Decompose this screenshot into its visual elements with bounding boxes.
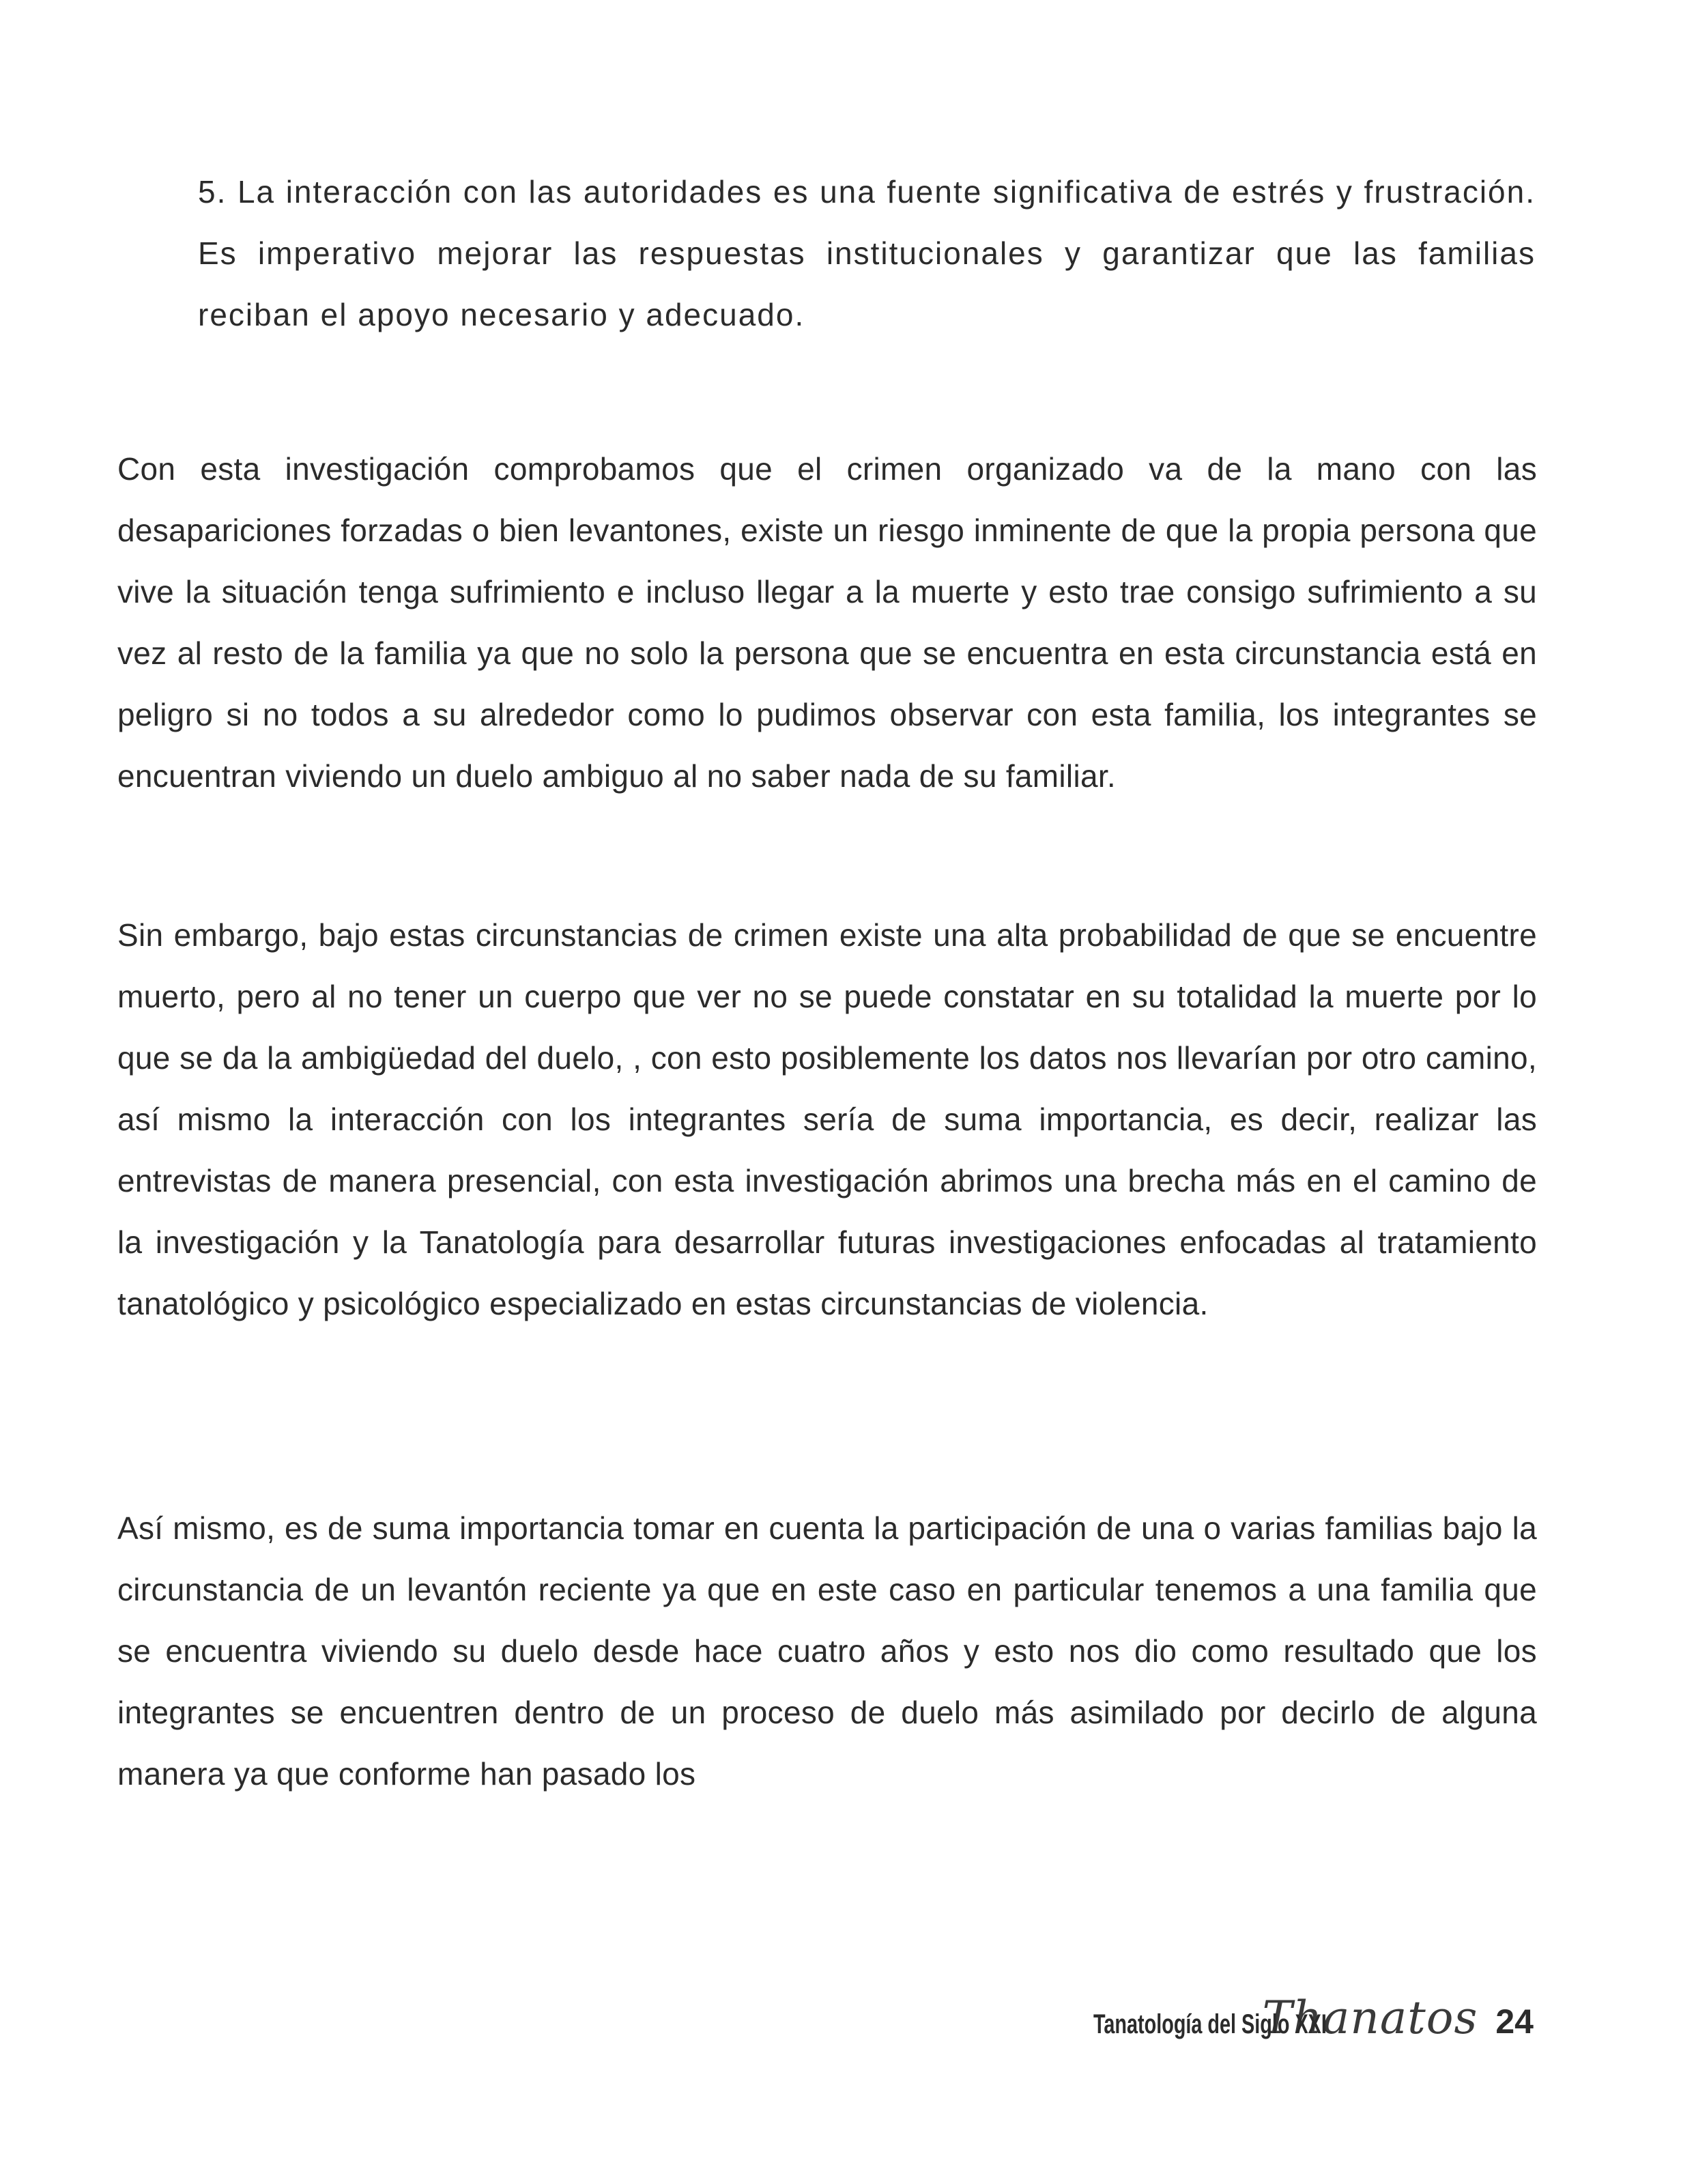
page-number: 24 bbox=[1495, 2002, 1534, 2041]
paragraph-ambiguous-grief: Sin embargo, bajo estas circunstancias de crimen existe una alta probabilidad de que se encuentre muerto, pero al no tener un cuerpo que ver no se puede constatar en su totalidad la muerte por lo que se da la ambigüedad del duelo, , con esto posiblemente los datos nos llevarían por otro camino, así mismo la interacción con los integrantes sería de suma importancia, es decir, realizar las entrevistas de manera presencial, con esta investigación abrimos una brecha más en el camino de la investigación y la Tanatología para desarrollar futuras investigaciones enfocadas al tratamiento tanatológico y psicológico especializado en estas circunstancias de violencia. bbox=[117, 917, 1537, 1321]
page-footer bbox=[1003, 1992, 1534, 2053]
paragraph-organized-crime: Con esta investigación comprobamos que el crimen organizado va de la mano con las desapariciones forzadas o bien levantones, existe un riesgo inminente de que la propia persona que vive la situación tenga sufrimiento e incluso llegar a la muerte y esto trae consigo sufrimiento a su vez al resto de la familia ya que no solo la persona que se encuentra en esta circunstancia está en peligro si no todos a su alrededor como lo pudimos observar con esta familia, los integrantes se encuentran viviendo un duelo ambiguo al no saber nada de su familiar. bbox=[117, 451, 1537, 794]
paragraph-family-participation: Así mismo, es de suma importancia tomar en cuenta la participación de una o varias familias bajo la circunstancia de un levantón reciente ya que en este caso en particular tenemos a una familia que se encuentra viviendo su duelo desde hace cuatro años y esto nos dio como resultado que los integrantes se encuentren dentro de un proceso de duelo más asimilado por decirlo de alguna manera ya que conforme han pasado los bbox=[117, 1510, 1537, 1792]
footer-thanatos-logo: Thanatos bbox=[1262, 1992, 1478, 2044]
list-item-5: 5. La interacción con las autoridades es una fuente significativa de estrés y frustración. Es imperativo mejorar las respuestas institucionales y garantizar que las familias reciban el apoyo necesario y adecuado. bbox=[198, 174, 1536, 332]
footer-journal-name: Tanatología del Siglo XXI bbox=[1093, 2009, 1327, 2039]
